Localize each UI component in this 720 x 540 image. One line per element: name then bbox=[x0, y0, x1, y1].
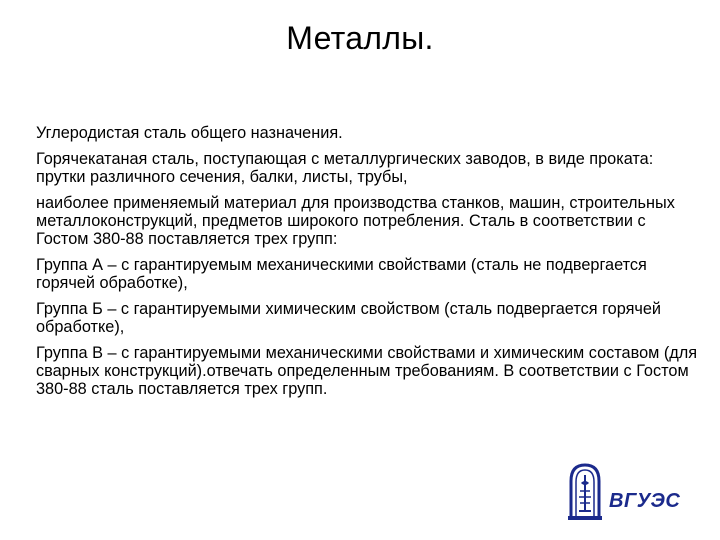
logo-text: ВГУЭС bbox=[609, 490, 681, 512]
slide-title: Металлы. bbox=[286, 20, 434, 56]
paragraph-1: Углеродистая сталь общего назначения. bbox=[36, 124, 343, 142]
paragraph-3: наиболее применяемый материал для производства станков, машин, строительных металлоконструкций, предметов широкого потребления. Сталь в соответствии с Гостом 380-88 поставляется трех групп: bbox=[36, 194, 675, 248]
university-logo bbox=[565, 461, 685, 523]
paragraph-6: Группа В – с гарантируемыми механическими свойствами и химическим составом (для сварных конструкций).отвечать определенным требованиям. В соответствии с Гостом 380-88 сталь поставляется трех групп. bbox=[36, 344, 698, 398]
emblem-icon bbox=[565, 461, 605, 523]
slide-body bbox=[36, 124, 702, 406]
paragraph-5: Группа Б – с гарантируемыми химическим свойством (сталь подвергается горячей обработке), bbox=[36, 300, 662, 336]
paragraph-4: Группа А – с гарантируемым механическими свойствами (сталь не подвергается горячей обработке), bbox=[36, 256, 647, 292]
paragraph-2: Горячекатаная сталь, поступающая с металлургических заводов, в виде проката: прутки различного сечения, балки, листы, трубы, bbox=[36, 150, 654, 186]
